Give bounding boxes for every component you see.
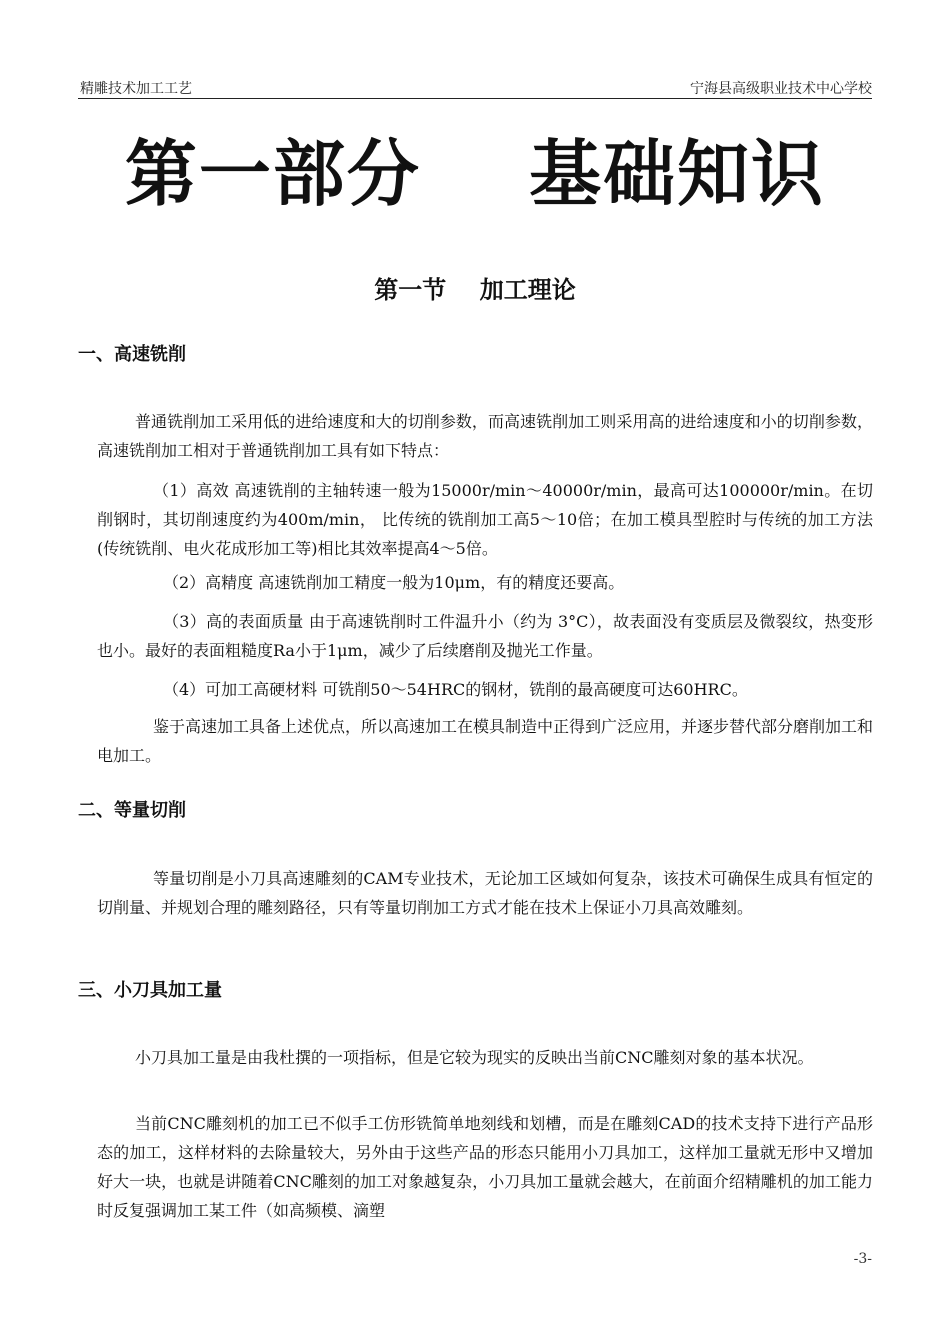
paragraph-cnc-engraving: 当前CNC雕刻机的加工已不似手工仿形铣简单地刻线和划槽，而是在雕刻CAD的技术支持下进行产品形态的加工，这样材料的去除量较大，另外由于这些产品的形态只能用小刀具加工，这样加工量就无形中又增加好大一块，也就是讲随着CNC雕刻的加工对象越复杂，小刀具加工量就会越大，在前面介绍精雕机的加工能力时反复强调加工某工件（如高频模、滴塑 (97, 1114, 873, 1220)
paragraph-small-tool-intro: 小刀具加工量是由我杜撰的一项指标，但是它较为现实的反映出当前CNC雕刻对象的基本状况。 (135, 1048, 814, 1067)
paragraph-surface-quality: （3）高的表面质量 由于高速铣削时工件温升小（约为 3°C），故表面没有变质层及微裂纹，热变形也小。最好的表面粗糙度Ra小于1μm，减少了后续磨削及抛光工作量。 (97, 612, 873, 660)
heading-high-speed-milling: 一、高速铣削 (78, 344, 186, 365)
paragraph-intro: 普通铣削加工采用低的进给速度和大的切削参数，而高速铣削加工则采用高的进给速度和小的切削参数，高速铣削加工相对于普通铣削加工具有如下特点： (97, 412, 873, 460)
header-right-school: 宁海县高级职业技术中心学校 (690, 81, 872, 97)
paragraph-hard-material: （4）可加工高硬材料 可铣削50～54HRC的钢材，铣削的最高硬度可达60HRC。 (163, 680, 748, 699)
heading-small-tool-load: 三、小刀具加工量 (78, 980, 222, 1001)
section-title: 第一节 加工理论 (374, 276, 576, 304)
paragraph-efficiency: （1）高效 高速铣削的主轴转速一般为15000r/min～40000r/min，最高可达100000r/min。在切削钢时，其切削速度约为400m/min， 比传统的铣削加工高5～10倍；在加工模具型腔时与传统的加工方法(传统铣削、电火花成形加工等)相比其效率提高4～5倍。 (97, 481, 873, 558)
paragraph-precision: （2）高精度 高速铣削加工精度一般为10μm，有的精度还要高。 (163, 573, 625, 592)
part-title: 第一部分 基础知识 (124, 131, 826, 216)
heading-equal-cutting: 二、等量切削 (78, 800, 186, 821)
paragraph-equal-cutting: 等量切削是小刀具高速雕刻的CAM专业技术，无论加工区域如何复杂，该技术可确保生成具有恒定的切削量、并规划合理的雕刻路径，只有等量切削加工方式才能在技术上保证小刀具高效雕刻。 (97, 869, 873, 917)
paragraph-summary: 鉴于高速加工具备上述优点，所以高速加工在模具制造中正得到广泛应用，并逐步替代部分磨削加工和电加工。 (97, 717, 874, 765)
page-header (78, 76, 872, 99)
page-number: -3- (853, 1251, 872, 1267)
header-left-title: 精雕技术加工工艺 (80, 81, 192, 97)
